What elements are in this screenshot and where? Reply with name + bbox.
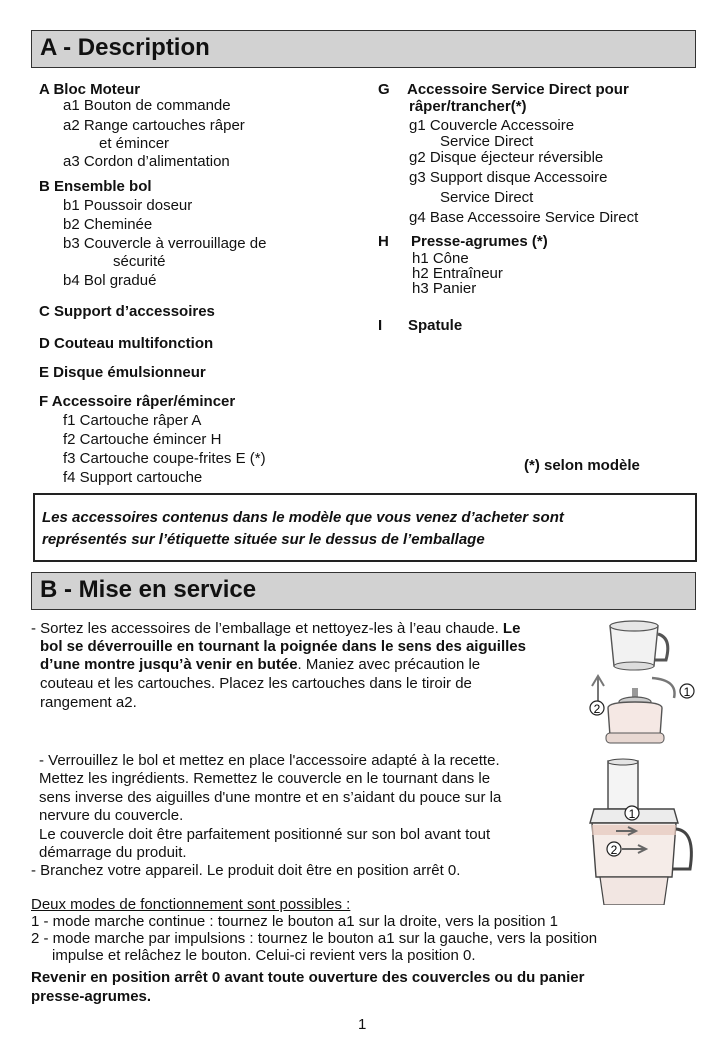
item-g-title: Accessoire Service Direct pour <box>407 81 629 98</box>
p1-line-3-bold: d’une montre jusqu’à venir en butée <box>40 656 298 673</box>
motor-base <box>606 688 664 743</box>
item-f3: f3 Cartouche coupe-frites E (*) <box>63 450 266 467</box>
item-g3-cont: Service Direct <box>440 189 534 206</box>
item-h-title: Presse-agrumes (*) <box>411 233 548 250</box>
footnote: (*) selon modèle <box>524 457 640 474</box>
item-g4: g4 Base Accessoire Service Direct <box>409 209 639 226</box>
p1-line-3-text: . Maniez avec précaution le <box>297 656 481 673</box>
callout-2b-label: 2 <box>610 843 618 857</box>
item-h-letter: H <box>378 233 389 250</box>
callout-1-label: 1 <box>683 685 691 699</box>
bowl-lifted <box>610 621 668 670</box>
section-a-title: A - Description <box>40 34 210 61</box>
p3-line: - Branchez votre appareil. Le produit doit être en position arrêt 0. <box>31 862 461 879</box>
p1-line-5: rangement a2. <box>40 694 137 711</box>
item-g-title-cont: râper/trancher(*) <box>409 98 527 115</box>
note-line-2: représentés sur l’étiquette située sur le dessus de l’emballage <box>42 531 485 548</box>
item-b4: b4 Bol gradué <box>63 272 157 289</box>
modes-title: Deux modes de fonctionnement sont possibles : <box>31 896 351 913</box>
section-a-header <box>31 30 696 68</box>
note-line-1: Les accessoires contenus dans le modèle que vous venez d’acheter sont <box>42 509 564 526</box>
item-f4: f4 Support cartouche <box>63 469 203 486</box>
p1-line-3 <box>40 656 480 675</box>
item-i-title: Spatule <box>408 317 463 334</box>
item-d-title: D Couteau multifonction <box>39 335 214 352</box>
p1-line-2: bol se déverrouille en tournant la poignée dans le sens des aiguilles <box>40 638 526 655</box>
item-g1: g1 Couvercle Accessoire <box>409 117 575 134</box>
p1-line-1-text: - Sortez les accessoires de l’emballage et nettoyez-les à l’eau chaude. <box>31 620 503 637</box>
section-b-header <box>31 572 696 610</box>
p2-line-6: démarrage du produit. <box>39 844 187 861</box>
item-g3: g3 Support disque Accessoire <box>409 169 608 186</box>
rotate-arrow-icon <box>652 678 675 698</box>
item-a2-cont: et émincer <box>99 135 170 152</box>
item-g2: g2 Disque éjecteur réversible <box>409 149 604 166</box>
item-h2: h2 Entraîneur <box>412 265 503 282</box>
mode-2-line-1: 2 - mode marche par impulsions : tournez le bouton a1 sur la gauche, vers la position <box>31 930 598 947</box>
lid-lock-illustration <box>586 757 698 905</box>
p1-line-4: couteau et les cartouches. Placez les cartouches dans le tiroir de <box>40 675 472 692</box>
callout-2-label: 2 <box>593 702 601 716</box>
motor-base-2 <box>600 877 668 905</box>
item-i-letter: I <box>378 317 383 334</box>
warning-line-2: presse-agrumes. <box>31 988 152 1005</box>
item-a2: a2 Range cartouches râper <box>63 117 245 134</box>
item-a3: a3 Cordon d’alimentation <box>63 153 230 170</box>
p1-line-1 <box>31 620 520 639</box>
item-g1-cont: Service Direct <box>440 133 534 150</box>
mode-1: 1 - mode marche continue : tournez le bouton a1 sur la droite, vers la position 1 <box>31 913 558 930</box>
item-g-letter: G <box>378 81 390 98</box>
callout-1b-label: 1 <box>628 807 636 821</box>
p2-line-5: Le couvercle doit être parfaitement positionné sur son bol avant tout <box>39 826 491 843</box>
item-b2: b2 Cheminée <box>63 216 153 233</box>
item-f1: f1 Cartouche râper A <box>63 412 202 429</box>
p1-line-1-bold: Le <box>502 620 521 637</box>
item-f2: f2 Cartouche émincer H <box>63 431 222 448</box>
p2-line-3: sens inverse des aiguilles d'une montre et en s’aidant du pouce sur la <box>39 789 502 806</box>
warning-line-1: Revenir en position arrêt 0 avant toute ouverture des couvercles ou du panier <box>31 969 585 986</box>
p2-line-1: - Verrouillez le bol et mettez en place l'accessoire adapté à la recette. <box>39 752 500 769</box>
item-b3: b3 Couvercle à verrouillage de <box>63 235 267 252</box>
item-h3: h3 Panier <box>412 280 477 297</box>
item-b3-cont: sécurité <box>113 253 166 270</box>
item-b-title: B Ensemble bol <box>39 178 152 195</box>
item-e-title: E Disque émulsionneur <box>39 364 206 381</box>
chimney <box>608 761 638 809</box>
item-f-title: F Accessoire râper/émincer <box>39 393 236 410</box>
mode-2-line-2: impulse et relâchez le bouton. Celui-ci revient vers la position 0. <box>52 947 476 964</box>
item-h1: h1 Cône <box>412 250 469 267</box>
p2-line-4: nervure du couvercle. <box>39 807 184 824</box>
bowl-unlock-illustration <box>578 608 698 753</box>
item-c-title: C Support d’accessoires <box>39 303 215 320</box>
p2-line-2: Mettez les ingrédients. Remettez le couvercle en le tournant dans le <box>39 770 491 787</box>
note-box <box>33 493 697 562</box>
item-a-title: A Bloc Moteur <box>39 81 141 98</box>
page-number: 1 <box>358 1016 367 1033</box>
item-a1: a1 Bouton de commande <box>63 97 231 114</box>
item-b1: b1 Poussoir doseur <box>63 197 193 214</box>
section-b-title: B - Mise en service <box>40 576 257 603</box>
